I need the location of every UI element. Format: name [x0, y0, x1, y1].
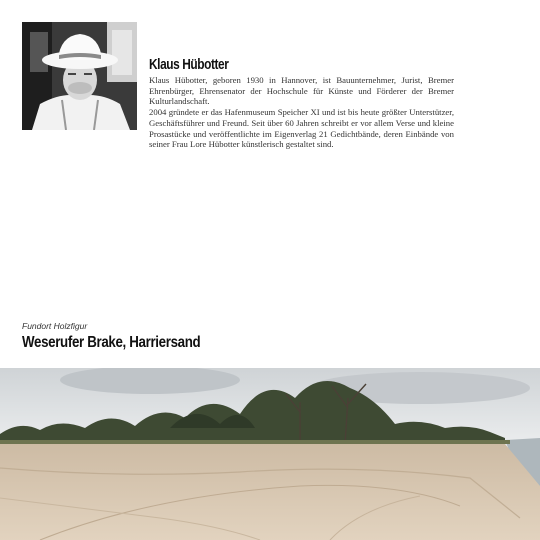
location-title: Weserufer Brake, Harriersand [22, 334, 201, 351]
bio-text [149, 75, 454, 150]
beach-panorama-photo [0, 368, 540, 540]
portrait-photo [22, 22, 137, 130]
location-section [22, 321, 382, 352]
bio-paragraph-1: Klaus Hübotter, geboren 1930 in Hannover, ist Bauunternehmer, Jurist, Bremer Ehrenbürger, Ehrensenator der Hochschule für Künste und Förderer der Bremer Kulturlandschaft. [149, 75, 454, 107]
beach-panorama-illustration [0, 368, 540, 540]
bio-name-heading: Klaus Hübotter [149, 57, 229, 73]
portrait-photo-illustration [22, 22, 137, 130]
bio-section [149, 57, 454, 150]
location-kicker: Fundort Holzfigur [22, 321, 88, 331]
bio-paragraph-2: 2004 gründete er das Hafenmuseum Speicher XI und ist bis heute größter Unterstützer, Geschäftsführer und Freund. Seit über 60 Jahren schreibt er vor allem Verse und kleine Prosastücke und veröffentlichte im Eigenverlag 21 Gedichtbände, deren Einbände von seiner Frau Lore Hübotter künstlerisch gestaltet sind. [149, 107, 454, 150]
